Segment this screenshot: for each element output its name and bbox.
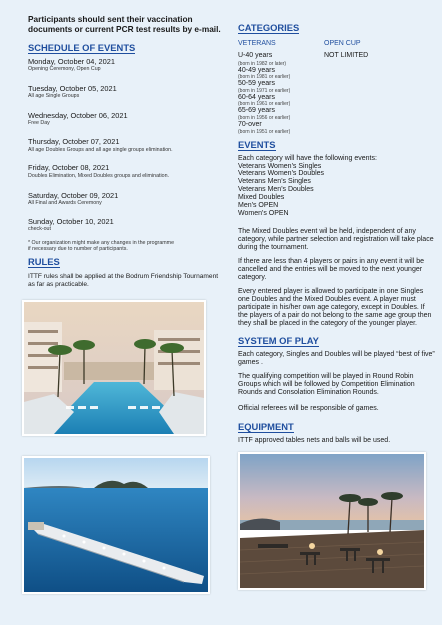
day-description: check-out: [28, 226, 51, 233]
left-column: [28, 14, 224, 289]
day-date: Sunday, October 10, 2021: [28, 216, 114, 226]
day-description: Free Day: [28, 120, 50, 127]
event-item: Mixed Doubles: [238, 194, 285, 202]
qualifying-note: The qualifying competition will be played in Round Robin Groups which will be followed by Competition Elimination Rounds and Consolation Elimination Rounds.: [238, 372, 415, 396]
schedule-day: [28, 218, 224, 233]
events-list: [238, 163, 436, 218]
right-column: [238, 18, 436, 445]
schedule-day: [28, 192, 224, 207]
best-of-five-note: Each category, Singles and Doubles will be played “best of five” games .: [238, 350, 435, 366]
age-birth-note: (born in 1982 or later): [238, 60, 287, 67]
age-birth-note: (born in 1961 or earlier): [238, 101, 291, 108]
cancellation-note: If there are less than 4 players or pairs in any event it will be cancelled and the entries will be moved to the next younger category.: [238, 257, 424, 281]
events-heading: EVENTS: [238, 138, 276, 150]
equipment-text: ITTF approved tables nets and balls will be used.: [238, 436, 391, 444]
day-description: Opening Ceremony, Open Cup: [28, 66, 101, 73]
hotel-pool-image: [24, 302, 204, 434]
day-date: Friday, October 08, 2021: [28, 163, 110, 173]
referees-note: Official referees will be responsible of games.: [238, 404, 379, 412]
mixed-doubles-note: The Mixed Doubles event wil be held, independent of any category, while partner selection and registration will take place during the tournament.: [238, 227, 434, 251]
rules-heading: RULES: [28, 256, 60, 268]
event-item: Veterans Women's Singles: [238, 162, 322, 170]
open-cup-limit: NOT LIMITED: [324, 52, 369, 59]
day-description: Doubles Elimination, Mixed Doubles groups and elimination.: [28, 172, 170, 179]
category-row: [238, 52, 436, 61]
schedule-day: [28, 58, 224, 73]
events-intro: Each category will have the following events:: [238, 154, 377, 162]
age-group: 65-69 years: [238, 107, 275, 115]
terrace-sunset-photo: [238, 452, 426, 590]
terrace-sunset-image: [240, 454, 424, 588]
veterans-column-label: VETERANS: [238, 40, 276, 47]
age-group: U-40 years: [238, 52, 273, 59]
age-group: 70-over: [238, 120, 262, 128]
schedule-day: [28, 164, 224, 179]
schedule-day: [28, 138, 224, 153]
age-group: 50-59 years: [238, 80, 275, 88]
categories-header-row: [238, 39, 436, 48]
day-date: Monday, October 04, 2021: [28, 57, 115, 66]
day-description: All age Doubles Groups and all age single groups elimination.: [28, 146, 173, 153]
age-group-list: [238, 67, 436, 135]
rules-text: ITTF rules shall be applied at the Bodrum Friendship Tournament as far as practicable.: [28, 273, 219, 289]
coast-pier-photo: [22, 456, 210, 594]
coast-pier-image: [24, 458, 208, 592]
day-date: Thursday, October 07, 2021: [28, 137, 120, 147]
schedule-heading: SCHEDULE OF EVENTS: [28, 42, 136, 53]
day-date: Wednesday, October 06, 2021: [28, 110, 128, 120]
age-birth-note: (born in 1981 or earlier): [238, 74, 291, 81]
schedule-note-line: if necessary due to number of participants.: [28, 245, 128, 252]
schedule-note: [28, 240, 224, 252]
event-item: Men's OPEN: [238, 202, 279, 210]
event-item: Veterans Women's Doubles: [238, 170, 325, 178]
schedule-list: [28, 58, 224, 233]
day-date: Saturday, October 09, 2021: [28, 191, 119, 201]
schedule-day: [28, 112, 224, 127]
age-group: 40-49 years: [238, 66, 275, 74]
day-date: Tuesday, October 05, 2021: [28, 83, 117, 93]
categories-heading: CATEGORIES: [238, 22, 300, 33]
schedule-day: [28, 85, 224, 100]
event-item: Veterans Men's Doubles: [238, 186, 314, 194]
equipment-heading: EQUIPMENT: [238, 420, 294, 432]
age-group: 60-64 years: [238, 93, 275, 101]
age-birth-note: (born in 1951 or earlier): [238, 128, 291, 135]
open-cup-column-label: OPEN CUP: [324, 40, 361, 47]
age-birth-note: (born in 1971 or earlier): [238, 87, 291, 94]
day-description: All Final and Awards Ceremony: [28, 200, 102, 207]
system-of-play-heading: SYSTEM OF PLAY: [238, 334, 319, 346]
participation-rules: Every entered player is allowed to participate in one Singles one Doubles and the Mixed Doubles event. A player must participate in his/her own age category, except in Doubles. If the players of a pair do not belong to the same age group then they shall be placed in the category of the younger player.: [238, 287, 432, 327]
event-item: Veterans Men's Singles: [238, 178, 311, 186]
age-birth-note: (born in 1956 or earlier): [238, 114, 291, 121]
schedule-note-line: * Our organization might make any changes in the programme: [28, 239, 175, 246]
day-description: All age Single Groups: [28, 93, 80, 100]
vaccination-notice: Participants should sent their vaccination documents or current PCR test results by e-mail.: [28, 14, 221, 34]
event-item: Women's OPEN: [238, 210, 289, 217]
hotel-pool-photo: [22, 300, 206, 436]
